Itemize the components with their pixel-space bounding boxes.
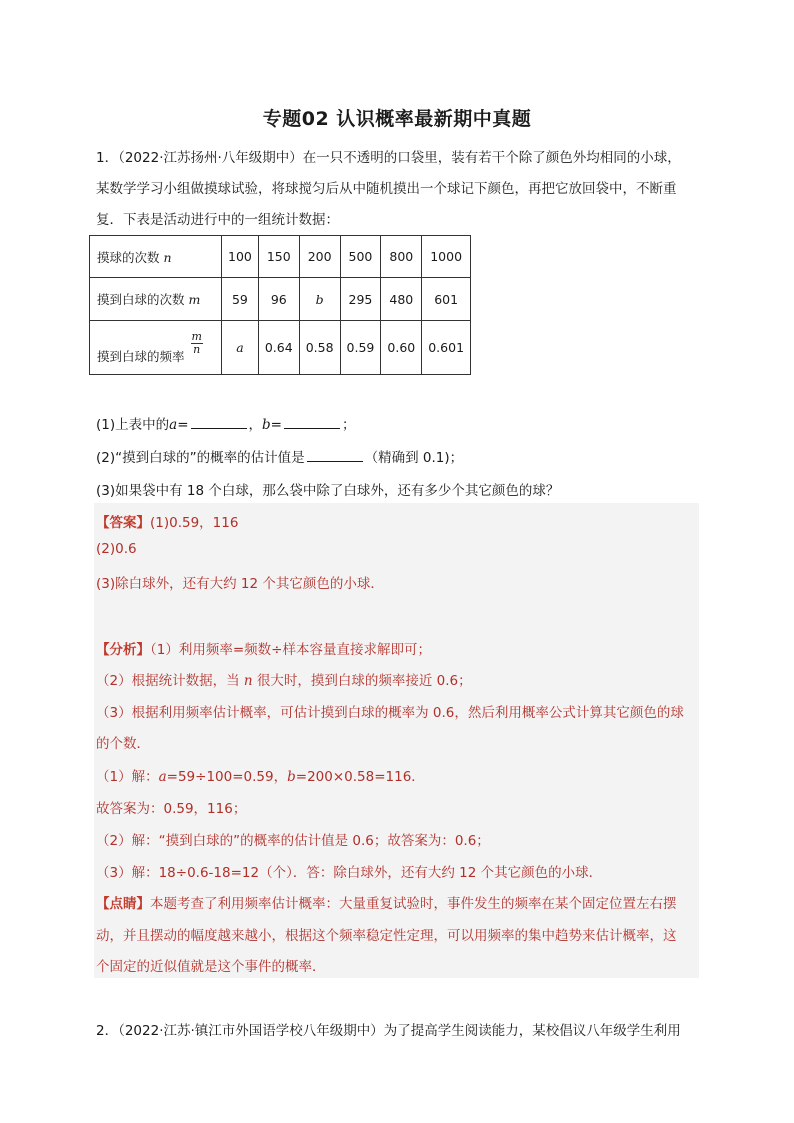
answer-1: 【答案】(1)0.59，116 — [96, 515, 239, 531]
solution-3: （3）解：18÷0.6-18=12（个）．答：除白球外，还有大约 12 个其它颜色的小球． — [96, 865, 603, 881]
solution-1: （1）解：a=59÷100=0.59，b=200×0.58=116． — [96, 769, 425, 785]
analysis-1: 【分析】（1）利用频率=频数÷样本容量直接求解即可； — [96, 642, 431, 658]
table-row-label: 摸到白球的次数 m — [90, 278, 222, 321]
comment-2: 动，并且摆动的幅度越来越小，根据这个频率稳定性定理，可以用频率的集中趋势来估计概率，这 — [96, 928, 677, 944]
table-cell: 295 — [340, 278, 381, 321]
table-cell: 480 — [381, 278, 422, 321]
sub-question-3: (3)如果袋中有 18 个白球，那么袋中除了白球外，还有多少个其它颜色的球？ — [96, 483, 560, 499]
table-cell: 0.60 — [381, 321, 422, 375]
table-row-label: 摸球的次数 n — [90, 236, 222, 278]
table-cell: 601 — [422, 278, 471, 321]
sub-question-1: (1)上表中的a= ，b= ； — [96, 417, 356, 433]
table-cell: 59 — [222, 278, 259, 321]
table-row — [90, 321, 471, 375]
analysis-3: （3）根据利用频率估计概率，可估计摸到白球的概率为 0.6，然后利用概率公式计算其它颜色的球 — [96, 705, 684, 721]
table-row-label: 摸到白球的频率 $\frac{m}{n}$ — [90, 321, 222, 375]
question-1-line-2: 某数学学习小组做摸球试验，将球搅匀后从中随机摸出一个球记下颜色，再把它放回袋中，不断重 — [96, 181, 677, 197]
fraction-m-over-n: $\frac{m}{n}$ — [191, 329, 202, 356]
question-2-line-1: 2．（2022·江苏·镇江市外国语学校八年级期中）为了提高学生阅读能力，某校倡议八年级学生利用 — [96, 1023, 681, 1039]
sub-question-2: (2)“摸到白球的”的概率的估计值是 （精确到 0.1)； — [96, 450, 464, 466]
table-cell: 150 — [258, 236, 299, 278]
analysis-2: （2）根据统计数据，当 n 很大时，摸到白球的频率接近 0.6； — [96, 673, 472, 689]
table-cell: 200 — [299, 236, 340, 278]
table-cell: 0.58 — [299, 321, 340, 375]
table-cell: 500 — [340, 236, 381, 278]
statistics-table — [89, 235, 471, 375]
answer-2: (2)0.6 — [96, 541, 137, 557]
answer-3: (3)除白球外，还有大约 12 个其它颜色的小球． — [96, 576, 384, 592]
question-1-line-3: 复．下表是活动进行中的一组统计数据： — [96, 212, 339, 228]
table-row — [90, 236, 471, 278]
table-row — [90, 278, 471, 321]
analysis-3-cont: 的个数． — [96, 736, 150, 752]
comment-1: 【点睛】本题考查了利用频率估计概率：大量重复试验时，事件发生的频率在某个固定位置左右摆 — [96, 896, 677, 912]
table-cell: 1000 — [422, 236, 471, 278]
comment-3: 个固定的近似值就是这个事件的概率． — [96, 959, 326, 975]
solution-1-answer: 故答案为：0.59，116； — [96, 801, 247, 817]
question-1-line-1: 1．（2022·江苏扬州·八年级期中）在一只不透明的口袋里，装有若干个除了颜色外均相同的小球， — [96, 150, 681, 166]
answer-blank-b — [284, 416, 340, 429]
table-cell: 0.64 — [258, 321, 299, 375]
answer-blank-a — [191, 416, 247, 429]
table-cell: b — [299, 278, 340, 321]
page-title: 专题02 认识概率最新期中真题 — [262, 108, 532, 130]
table-cell: 0.601 — [422, 321, 471, 375]
solution-2: （2）解：“摸到白球的”的概率的估计值是 0.6；故答案为：0.6； — [96, 833, 490, 849]
answer-blank-estimate — [307, 449, 363, 462]
table-cell: 96 — [258, 278, 299, 321]
table-cell: a — [222, 321, 259, 375]
table-cell: 800 — [381, 236, 422, 278]
table-cell: 100 — [222, 236, 259, 278]
table-cell: 0.59 — [340, 321, 381, 375]
